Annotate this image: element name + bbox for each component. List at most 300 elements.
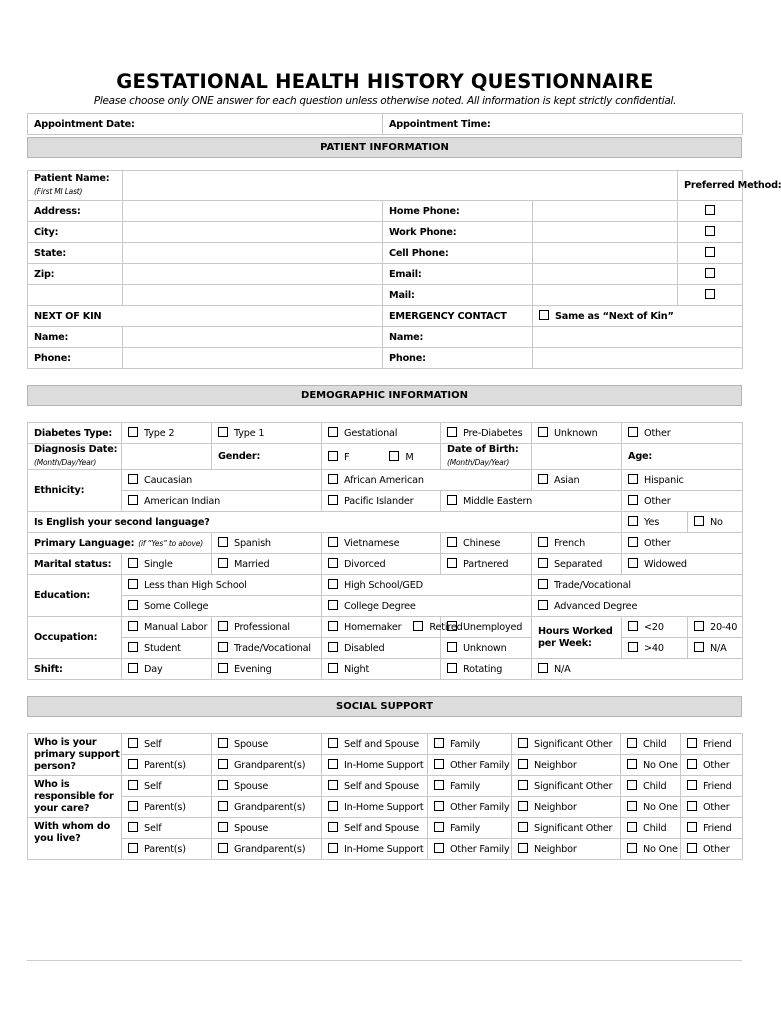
social-option[interactable] [428, 797, 512, 818]
social-option[interactable] [621, 797, 681, 818]
checkbox-icon[interactable] [518, 801, 528, 811]
patient-name-hint: (First MI Last) [34, 187, 83, 196]
checkbox-icon[interactable] [128, 738, 138, 748]
checkbox-icon[interactable] [328, 427, 338, 437]
checkbox-icon[interactable] [328, 558, 338, 568]
form-subtitle: Please choose only ONE answer for each question unless otherwise noted. All information is kept strictly confidential. [93, 95, 677, 107]
patient-information-table [27, 170, 781, 369]
checkbox-icon[interactable] [627, 822, 637, 832]
occupation-option[interactable]: Unemployed [441, 617, 532, 638]
checkbox-icon[interactable] [687, 843, 697, 853]
occupation-option[interactable]: Unknown [441, 638, 532, 659]
occupation-option[interactable]: Disabled [322, 638, 441, 659]
social-option[interactable] [322, 776, 428, 797]
marital-option[interactable]: Separated [532, 554, 622, 575]
social-option-label: No One [643, 760, 678, 771]
checkbox-icon[interactable] [128, 579, 138, 589]
social-option[interactable] [122, 776, 212, 797]
checkbox-icon[interactable] [628, 642, 638, 652]
checkbox-icon[interactable] [128, 780, 138, 790]
email-checkbox[interactable] [705, 268, 715, 278]
social-option[interactable] [621, 734, 681, 755]
checkbox-icon[interactable] [538, 474, 548, 484]
diabetes-option[interactable]: Other [622, 423, 743, 444]
shift-label: Shift: [28, 659, 122, 680]
ethnicity-option[interactable]: Middle Eastern [441, 491, 622, 512]
checkbox-icon[interactable] [434, 759, 444, 769]
social-option[interactable] [681, 734, 743, 755]
social-option-label: Grandparent(s) [234, 760, 306, 771]
checkbox-icon[interactable] [518, 780, 528, 790]
marital-option[interactable]: Divorced [322, 554, 441, 575]
kin-phone-input[interactable] [123, 348, 383, 369]
social-option-label: Other Family [450, 844, 510, 855]
social-option[interactable] [428, 839, 512, 860]
checkbox-icon[interactable] [687, 780, 697, 790]
checkbox-icon[interactable] [687, 759, 697, 769]
diabetes-option[interactable]: Gestational [322, 423, 441, 444]
social-option[interactable] [621, 776, 681, 797]
checkbox-icon[interactable] [218, 801, 228, 811]
social-option[interactable] [428, 776, 512, 797]
education-option[interactable]: College Degree [322, 596, 532, 617]
checkbox-icon[interactable] [218, 427, 228, 437]
social-question-label: Who is responsible for your care? [28, 776, 122, 818]
social-option[interactable] [681, 776, 743, 797]
zip-label: Zip: [28, 264, 123, 285]
work-phone-input[interactable] [533, 222, 678, 243]
social-option[interactable] [621, 818, 681, 839]
emergency-phone-input[interactable] [533, 348, 743, 369]
same-as-kin-checkbox[interactable] [539, 310, 549, 320]
checkbox-icon[interactable] [518, 843, 528, 853]
checkbox-icon[interactable] [447, 621, 457, 631]
checkbox-icon[interactable] [218, 663, 228, 673]
checkbox-icon[interactable] [328, 780, 338, 790]
checkbox-icon[interactable] [128, 642, 138, 652]
social-option-label: Family [450, 823, 480, 834]
social-option-label: In-Home Support [344, 844, 424, 855]
checkbox-icon[interactable] [218, 759, 228, 769]
checkbox-icon[interactable] [128, 621, 138, 631]
checkbox-icon[interactable] [627, 759, 637, 769]
social-option[interactable] [122, 755, 212, 776]
language-option[interactable]: Chinese [441, 533, 532, 554]
checkbox-icon[interactable] [328, 579, 338, 589]
social-option-label: Spouse [234, 781, 269, 792]
shift-option[interactable]: N/A [532, 659, 743, 680]
checkbox-icon[interactable] [447, 495, 457, 505]
social-option[interactable] [428, 755, 512, 776]
social-option-label: Spouse [234, 823, 269, 834]
checkbox-icon[interactable] [627, 738, 637, 748]
checkbox-icon[interactable] [628, 516, 638, 526]
checkbox-icon[interactable] [628, 427, 638, 437]
dob-label: Date of Birth: (Month/Day/Year) [441, 444, 532, 470]
shift-option[interactable]: Night [322, 659, 441, 680]
social-option-label: Significant Other [534, 781, 613, 792]
patient-name-input[interactable] [123, 171, 678, 201]
checkbox-icon[interactable] [128, 474, 138, 484]
checkbox-icon[interactable] [328, 801, 338, 811]
social-option-label: Self [144, 739, 162, 750]
diabetes-option[interactable]: Unknown [532, 423, 622, 444]
social-option[interactable] [512, 734, 621, 755]
gender-option[interactable]: F M [322, 444, 441, 470]
hours-option[interactable]: <20 [622, 617, 688, 638]
diabetes-type-label: Diabetes Type: [28, 423, 122, 444]
social-option[interactable] [428, 818, 512, 839]
same-as-kin-label: Same as “Next of Kin” [555, 311, 674, 322]
english-second-language-label: Is English your second language? [28, 512, 622, 533]
social-option[interactable] [681, 818, 743, 839]
checkbox-icon[interactable] [218, 642, 228, 652]
checkbox-icon[interactable] [218, 843, 228, 853]
social-option-label: Self [144, 781, 162, 792]
checkbox-icon[interactable] [627, 843, 637, 853]
checkbox-icon[interactable] [328, 642, 338, 652]
social-option-label: Grandparent(s) [234, 802, 306, 813]
social-option-label: Self and Spouse [344, 823, 419, 834]
checkbox-icon[interactable] [328, 738, 338, 748]
social-option[interactable] [322, 839, 428, 860]
education-option[interactable]: Less than High School [122, 575, 322, 596]
social-option[interactable] [212, 755, 322, 776]
education-option[interactable]: Advanced Degree [532, 596, 743, 617]
checkbox-icon[interactable] [128, 843, 138, 853]
marital-status-label: Marital status: [28, 554, 122, 575]
diabetes-option[interactable]: Type 2 [122, 423, 212, 444]
checkbox-icon[interactable] [328, 843, 338, 853]
primary-language-label: Primary Language: (if “Yes” to above) [28, 533, 212, 554]
marital-option[interactable]: Single [122, 554, 212, 575]
english-option-yes[interactable]: Yes [622, 512, 688, 533]
cell-phone-input[interactable] [533, 243, 678, 264]
checkbox-icon[interactable] [328, 822, 338, 832]
same-as-kin-option[interactable] [533, 306, 743, 327]
work-phone-checkbox[interactable] [705, 226, 715, 236]
checkbox-icon[interactable] [687, 801, 697, 811]
ethnicity-option[interactable]: Other [622, 491, 743, 512]
demographic-information-header: DEMOGRAPHIC INFORMATION [27, 385, 742, 406]
checkbox-icon[interactable] [328, 759, 338, 769]
checkbox-icon[interactable] [128, 801, 138, 811]
city-input[interactable] [123, 222, 383, 243]
checkbox-icon[interactable] [328, 537, 338, 547]
home-phone-label: Home Phone: [383, 201, 533, 222]
education-option[interactable]: Some College [122, 596, 322, 617]
education-option[interactable]: High School/GED [322, 575, 532, 596]
next-of-kin-label: NEXT OF KIN [28, 306, 383, 327]
social-option-label: Significant Other [534, 739, 613, 750]
checkbox-icon[interactable] [218, 822, 228, 832]
home-phone-checkbox[interactable] [705, 205, 715, 215]
checkbox-icon[interactable] [128, 427, 138, 437]
occupation-option[interactable]: Student [122, 638, 212, 659]
diabetes-option[interactable]: Type 1 [212, 423, 322, 444]
language-option[interactable]: Other [622, 533, 743, 554]
checkbox-icon[interactable] [628, 558, 638, 568]
cell-phone-checkbox[interactable] [705, 247, 715, 257]
checkbox-icon[interactable] [328, 495, 338, 505]
checkbox-icon[interactable] [627, 801, 637, 811]
social-option[interactable] [322, 818, 428, 839]
occupation-option[interactable]: Trade/Vocational [212, 638, 322, 659]
checkbox-icon[interactable] [128, 558, 138, 568]
page-footer-rule [27, 960, 742, 961]
social-option-label: No One [643, 802, 678, 813]
emergency-contact-label: EMERGENCY CONTACT [383, 306, 533, 327]
checkbox-icon[interactable] [128, 600, 138, 610]
social-support-table [27, 733, 743, 860]
checkbox-icon[interactable] [434, 801, 444, 811]
social-option-label: Neighbor [534, 760, 577, 771]
social-option[interactable] [212, 797, 322, 818]
diabetes-option[interactable]: Pre-Diabetes [441, 423, 532, 444]
kin-phone-label: Phone: [28, 348, 123, 369]
social-option-label: Other [703, 760, 730, 771]
checkbox-icon[interactable] [628, 474, 638, 484]
social-option-label: Self [144, 823, 162, 834]
checkbox-icon[interactable] [518, 759, 528, 769]
checkbox-icon[interactable] [434, 822, 444, 832]
checkbox-icon[interactable] [538, 427, 548, 437]
checkbox-icon[interactable] [128, 495, 138, 505]
social-option[interactable] [322, 734, 428, 755]
social-option-label: Parent(s) [144, 760, 186, 771]
kin-name-label: Name: [28, 327, 123, 348]
checkbox-icon[interactable] [328, 600, 338, 610]
checkbox-icon[interactable] [538, 663, 548, 673]
social-option-label: Grandparent(s) [234, 844, 306, 855]
hours-option[interactable]: 20-40 [688, 617, 743, 638]
checkbox-icon[interactable] [627, 780, 637, 790]
social-option-label: Parent(s) [144, 802, 186, 813]
mail-input[interactable] [533, 285, 678, 306]
social-option[interactable] [122, 797, 212, 818]
checkbox-icon[interactable] [218, 537, 228, 547]
social-option[interactable] [512, 776, 621, 797]
emergency-phone-label: Phone: [383, 348, 533, 369]
cell-phone-label: Cell Phone: [383, 243, 533, 264]
checkbox-icon[interactable] [434, 843, 444, 853]
language-option[interactable]: Spanish [212, 533, 322, 554]
zip-input[interactable] [123, 264, 383, 285]
appointment-table [27, 113, 743, 135]
appointment-date-field[interactable] [28, 114, 383, 135]
social-option[interactable] [122, 839, 212, 860]
social-option[interactable] [512, 818, 621, 839]
emergency-name-label: Name: [383, 327, 533, 348]
shift-option[interactable]: Rotating [441, 659, 532, 680]
ethnicity-option[interactable]: Hispanic [622, 470, 743, 491]
checkbox-icon[interactable] [518, 822, 528, 832]
checkbox-icon[interactable] [413, 621, 423, 631]
checkbox-icon[interactable] [328, 663, 338, 673]
ethnicity-option[interactable]: African American [322, 470, 532, 491]
social-question-label: Who is your primary support person? [28, 734, 122, 776]
checkbox-icon[interactable] [218, 738, 228, 748]
social-option[interactable] [512, 797, 621, 818]
social-option-label: Friend [703, 739, 732, 750]
checkbox-icon[interactable] [687, 822, 697, 832]
social-option[interactable] [428, 734, 512, 755]
social-option-label: Significant Other [534, 823, 613, 834]
hours-option[interactable]: N/A [688, 638, 743, 659]
social-option[interactable] [681, 839, 743, 860]
social-option-label: Child [643, 739, 667, 750]
social-option-label: Other [703, 844, 730, 855]
ethnicity-option[interactable]: American Indian [122, 491, 322, 512]
email-label: Email: [383, 264, 533, 285]
social-option[interactable] [122, 818, 212, 839]
social-option-label: In-Home Support [344, 760, 424, 771]
patient-information-header: PATIENT INFORMATION [27, 137, 742, 158]
marital-option[interactable]: Married [212, 554, 322, 575]
address-label: Address: [28, 201, 123, 222]
emergency-name-input[interactable] [533, 327, 743, 348]
occupation-option[interactable]: Manual Labor [122, 617, 212, 638]
appointment-time-label: Appointment Time: [389, 118, 491, 130]
social-option[interactable] [322, 797, 428, 818]
checkbox-icon[interactable] [538, 600, 548, 610]
checkbox-icon[interactable] [434, 738, 444, 748]
checkbox-icon[interactable] [538, 558, 548, 568]
social-option-label: No One [643, 844, 678, 855]
checkbox-icon[interactable] [447, 642, 457, 652]
social-option-label: Spouse [234, 739, 269, 750]
language-option[interactable]: French [532, 533, 622, 554]
social-option[interactable] [512, 755, 621, 776]
social-support-header: SOCIAL SUPPORT [27, 696, 742, 717]
hours-worked-label: Hours Worked per Week: [532, 617, 622, 659]
checkbox-icon[interactable] [628, 495, 638, 505]
form-title: GESTATIONAL HEALTH HISTORY QUESTIONNAIRE [116, 70, 654, 93]
checkbox-icon[interactable] [328, 451, 338, 461]
checkbox-icon[interactable] [218, 558, 228, 568]
gender-label: Gender: [212, 444, 322, 470]
social-option-label: In-Home Support [344, 802, 424, 813]
social-option-label: Neighbor [534, 802, 577, 813]
social-option-label: Family [450, 781, 480, 792]
social-option-label: Child [643, 781, 667, 792]
checkbox-icon[interactable] [628, 621, 638, 631]
appointment-time-field[interactable] [383, 114, 743, 135]
education-label: Education: [28, 575, 122, 617]
social-option[interactable] [122, 734, 212, 755]
social-option[interactable] [512, 839, 621, 860]
preferred-method-label: Preferred Method: [678, 171, 743, 201]
checkbox-icon[interactable] [694, 642, 704, 652]
social-question-label: With whom do you live? [28, 818, 122, 860]
occupation-option[interactable]: Homemaker Retired [322, 617, 441, 638]
checkbox-icon[interactable] [687, 738, 697, 748]
checkbox-icon[interactable] [447, 663, 457, 673]
shift-option[interactable]: Evening [212, 659, 322, 680]
mail-label: Mail: [383, 285, 533, 306]
checkbox-icon[interactable] [218, 780, 228, 790]
checkbox-icon[interactable] [128, 663, 138, 673]
social-option[interactable] [212, 734, 322, 755]
education-option[interactable]: Trade/Vocational [532, 575, 743, 596]
checkbox-icon[interactable] [328, 621, 338, 631]
demographic-table [27, 422, 743, 680]
checkbox-icon[interactable] [128, 759, 138, 769]
checkbox-icon[interactable] [518, 738, 528, 748]
dob-input[interactable] [532, 444, 622, 470]
state-input[interactable] [123, 243, 383, 264]
social-option-label: Family [450, 739, 480, 750]
work-phone-label: Work Phone: [383, 222, 533, 243]
occupation-option[interactable]: Professional [212, 617, 322, 638]
social-option-label: Self and Spouse [344, 739, 419, 750]
checkbox-icon[interactable] [447, 427, 457, 437]
checkbox-icon[interactable] [628, 537, 638, 547]
checkbox-icon[interactable] [218, 621, 228, 631]
ethnicity-option[interactable]: Caucasian [122, 470, 322, 491]
social-option-label: Friend [703, 781, 732, 792]
social-option[interactable] [621, 839, 681, 860]
checkbox-icon[interactable] [434, 780, 444, 790]
checkbox-icon[interactable] [538, 579, 548, 589]
marital-option[interactable]: Partnered [441, 554, 532, 575]
address-input[interactable] [123, 201, 383, 222]
ethnicity-option[interactable]: Pacific Islander [322, 491, 441, 512]
checkbox-icon[interactable] [447, 537, 457, 547]
social-option[interactable] [212, 839, 322, 860]
social-option-label: Other Family [450, 802, 510, 813]
age-label: Age: [622, 444, 743, 470]
social-option[interactable] [681, 797, 743, 818]
kin-name-input[interactable] [123, 327, 383, 348]
diagnosis-date-label: Diagnosis Date: (Month/Day/Year) [28, 444, 122, 470]
social-option-label: Parent(s) [144, 844, 186, 855]
checkbox-icon[interactable] [694, 621, 704, 631]
checkbox-icon[interactable] [447, 558, 457, 568]
social-option-label: Other [703, 802, 730, 813]
occupation-label: Occupation: [28, 617, 122, 659]
checkbox-icon[interactable] [128, 822, 138, 832]
social-option[interactable] [322, 755, 428, 776]
checkbox-icon[interactable] [389, 451, 399, 461]
checkbox-icon[interactable] [538, 537, 548, 547]
social-option[interactable] [212, 818, 322, 839]
diagnosis-date-input[interactable] [122, 444, 212, 470]
marital-option[interactable]: Widowed [622, 554, 743, 575]
checkbox-icon[interactable] [328, 474, 338, 484]
social-option-label: Other Family [450, 760, 510, 771]
mail-checkbox[interactable] [705, 289, 715, 299]
social-option-label: Neighbor [534, 844, 577, 855]
email-input[interactable] [533, 264, 678, 285]
social-option-label: Friend [703, 823, 732, 834]
ethnicity-label: Ethnicity: [28, 470, 122, 512]
english-option-no[interactable]: No [688, 512, 743, 533]
appointment-date-label: Appointment Date: [34, 118, 135, 130]
hours-option[interactable]: >40 [622, 638, 688, 659]
ethnicity-option[interactable]: Asian [532, 470, 622, 491]
shift-option[interactable]: Day [122, 659, 212, 680]
home-phone-input[interactable] [533, 201, 678, 222]
social-option-label: Self and Spouse [344, 781, 419, 792]
social-option[interactable] [681, 755, 743, 776]
checkbox-icon[interactable] [694, 516, 704, 526]
social-option[interactable] [212, 776, 322, 797]
state-label: State: [28, 243, 123, 264]
city-label: City: [28, 222, 123, 243]
language-option[interactable]: Vietnamese [322, 533, 441, 554]
social-option[interactable] [621, 755, 681, 776]
